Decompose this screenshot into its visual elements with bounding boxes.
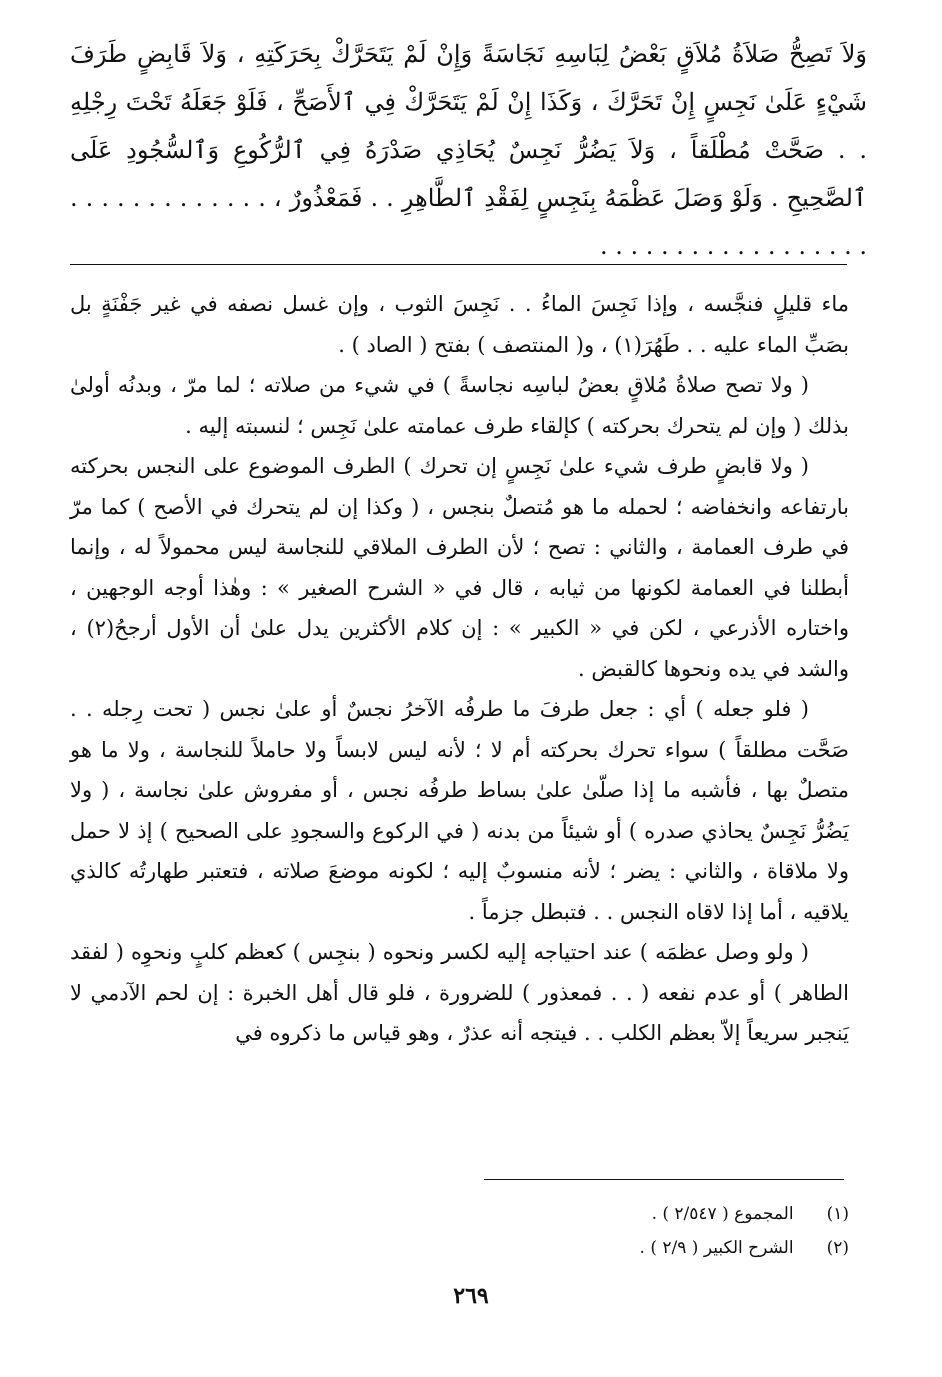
footnote-text: الشرح الكبير ( ٢/٩ ) . [639,1238,794,1258]
sharh-paragraph: ماء قليلٍ فنجَّسه ، وإذا نَجِسَ الماءُ . . نَجِسَ الثوب ، وإن غسل نصفه في غير جَفْنَةٍ بل بصَبِّ الماء عليه . . طَهُرَ(١) ، و( المنتصف ) بفتح ( الصاد ) . [70,292,849,357]
footnotes [200,1197,849,1265]
footnote-number: (١) [826,1204,849,1224]
sharh-paragraph: ( ولا قابضٍ طرف شيء علىٰ نَجِسٍ إن تحرك ) الطرف الموضوع على النجس بحركته بارتفاعه وانخفاضه ؛ لحمله ما هو مُتصلٌ بنجس ، ( وكذا إن لم يتحرك في الأصح ) كما مرّ في طرف العمامة ، والثاني : تصح ؛ لأن الطرف الملاقي للنجاسة ليس محمولاً له ، وإنما أبطلنا في العمامة لكونها من ثيابه ، قال في « الشرح الصغير » : وهٰذا أوجه الوجهين ، واختاره الأذرعي ، لكن في « الكبير » : إن كلام الأكثرين يدل علىٰ أن الأول أرجحُ(٢) ، والشد في يده ونحوها كالقبض . [70,454,849,681]
matn-separator [70,264,847,265]
footnote-text: المجموع ( ٢/٥٤٧ ) . [651,1204,794,1224]
sharh-paragraph: ( ولو وصل عظمَه ) عند احتياجه إليه لكسر ونحوه ( بنجِس ) كعظم كلبٍ ونحوِه ( لفقد الطاهر ) أو عدم نفعه ( . . فمعذور ) للضرورة ، فلو قال أهل الخبرة : إن لحم الآدمي لا يَنجبر سريعاً إلاّ بعظم الكلب . . فيتجه أنه عذرٌ ، وهو قياس ما ذكروه في [70,940,849,1045]
footnote [200,1231,849,1265]
page-number: ٢٦٩ [453,1283,489,1309]
footnote-separator [484,1179,844,1180]
footnote-number: (٢) [826,1238,849,1258]
footnote [200,1197,849,1231]
matn-text: وَلاَ تَصِحُّ صَلاَةُ مُلاَقٍ بَعْضُ لِبَاسِهِ نَجَاسَةً وَإِنْ لَمْ يَتَحَرَّكْ بِحَرَكَتِهِ ، وَلاَ قَابِضٍ طَرَفَ شَيْءٍ عَلَىٰ نَجِسٍ إِنْ تَحَرَّكَ ، وَكَذَا إِنْ لَمْ يَتَحَرَّكْ فِي ٱلأَصَحِّ ، فَلَوْ جَعَلَهُ تَحْتَ رِجْلِهِ . . صَحَّتْ مُطْلَقاً ، وَلاَ يَضُرُّ نَجِسٌ يُحَاذِي صَدْرَهُ فِي ٱلرُّكُوعِ وَٱلسُّجُودِ عَلَى ٱلصَّحِيحِ . وَلَوْ وَصَلَ عَظْمَهُ بِنَجِسٍ لِفَقْدِ ٱلطَّاهِرِ . . فَمَعْذُورٌ ، . . . . . . . . . . . . . . . . . . . . . . . . . . . . . . . [70,40,867,260]
sharh-paragraph: ( ولا تصح صلاةُ مُلاقٍ بعضُ لباسِه نجاسةً ) في شيء من صلاته ؛ لما مرّ ، وبدنُه أولىٰ بذلك ( وإن لم يتحرك بحركته ) كإلقاء طرف عمامته علىٰ نَجِس ؛ لنسبته إليه . [70,373,849,438]
sharh-text [70,284,849,1054]
sharh-paragraph: ( فلو جعله ) أي : جعل طرفَ ما طرفُه الآخرُ نجسٌ أو علىٰ نجس ( تحت رِجله . . صَحَّت مطلقاً ) سواء تحرك بحركته أم لا ؛ لأنه ليس لابساً ولا حاملاً للنجاسة ، ولا ما هو متصلٌ بها ، فأشبه ما إذا صلّىٰ علىٰ بساط طرفُه نجس ، أو مفروش علىٰ نجاسة ، ( ولا يَضُرُّ نَجِسٌ يحاذي صدره ) أو شيئاً من بدنه ( في الركوع والسجودِ على الصحيح ) إذ لا حمل ولا ملاقاة ، والثاني : يضر ؛ لأنه منسوبٌ إليه ؛ لكونه موضعَ صلاته ، فتعتبر طهارتُه كالذي يلاقيه ، أما إذا لاقاه النجس . . فتبطل جزماً . [70,697,849,924]
